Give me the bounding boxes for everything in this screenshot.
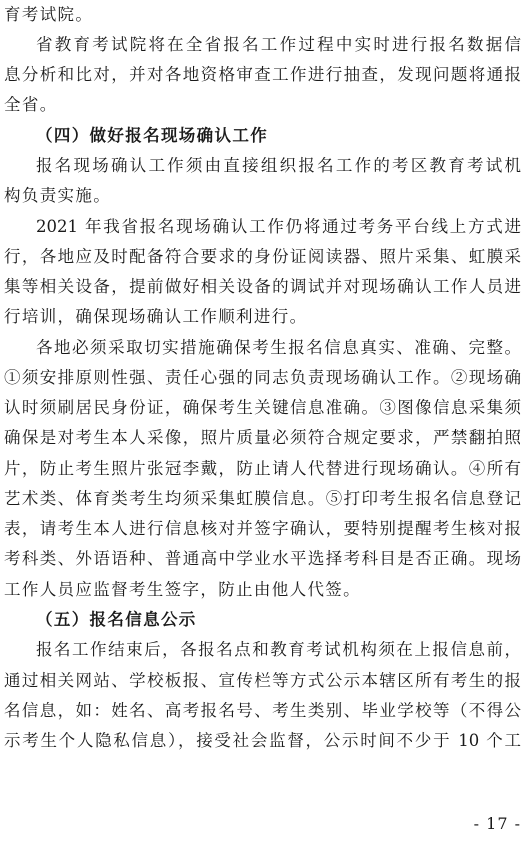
- text-line: ①须安排原则性强、责任心强的同志负责现场确认工作。②现场确: [4, 368, 521, 387]
- text-line: 通过相关网站、学校板报、宣传栏等方式公示本辖区所有考生的报: [4, 671, 521, 690]
- text-line: 2021 年我省报名现场确认工作仍将通过考务平台线上方式进: [36, 217, 521, 236]
- text-line: 各地必须采取切实措施确保考生报名信息真实、准确、完整。: [36, 338, 521, 357]
- text-line: 表，请考生本人进行信息核对并签字确认，要特别提醒考生核对报: [4, 519, 521, 538]
- text-line: 集等相关设备，提前做好相关设备的调试并对现场确认工作人员进: [4, 277, 521, 296]
- text-line: 考科类、外语语种、普通高中学业水平选择考科目是否正确。现场: [4, 549, 521, 568]
- text-line: 全省。: [4, 95, 58, 114]
- text-line: 片，防止考生照片张冠李戴，防止请人代替进行现场确认。④所有: [4, 459, 521, 478]
- text-line: 工作人员应监督考生签字，防止由他人代签。: [4, 580, 361, 599]
- text-line: 行，各地应及时配备符合要求的身份证阅读器、照片采集、虹膜采: [4, 247, 521, 266]
- text-line: 名信息，如：姓名、高考报名号、考生类别、毕业学校等（不得公: [4, 701, 521, 720]
- text-line: 行培训，确保现场确认工作顺利进行。: [4, 307, 308, 326]
- text-line: 育考试院。: [4, 5, 94, 24]
- text-line: 示考生个人隐私信息），接受社会监督，公示时间不少于 10 个工: [4, 731, 521, 750]
- text-line: 构负责实施。: [4, 186, 112, 205]
- text-line: 息分析和比对，并对各地资格审查工作进行抽查，发现问题将通报: [4, 65, 521, 84]
- text-line: 省教育考试院将在全省报名工作过程中实时进行报名数据信: [36, 35, 521, 54]
- section-heading-5: （五）报名信息公示: [36, 610, 197, 629]
- text-line: 艺术类、体育类考生均须采集虹膜信息。⑤打印考生报名信息登记: [4, 489, 521, 508]
- section-heading-4: （四）做好报名现场确认工作: [36, 126, 269, 145]
- text-line: 认时须刷居民身份证，确保考生关键信息准确。③图像信息采集须: [4, 398, 521, 417]
- page-number: - 17 -: [473, 814, 521, 833]
- text-line: 确保是对考生本人采像，照片质量必须符合规定要求，严禁翻拍照: [4, 428, 521, 447]
- text-line: 报名工作结束后，各报名点和教育考试机构须在上报信息前，: [36, 640, 521, 659]
- text-line: 报名现场确认工作须由直接组织报名工作的考区教育考试机: [36, 156, 521, 175]
